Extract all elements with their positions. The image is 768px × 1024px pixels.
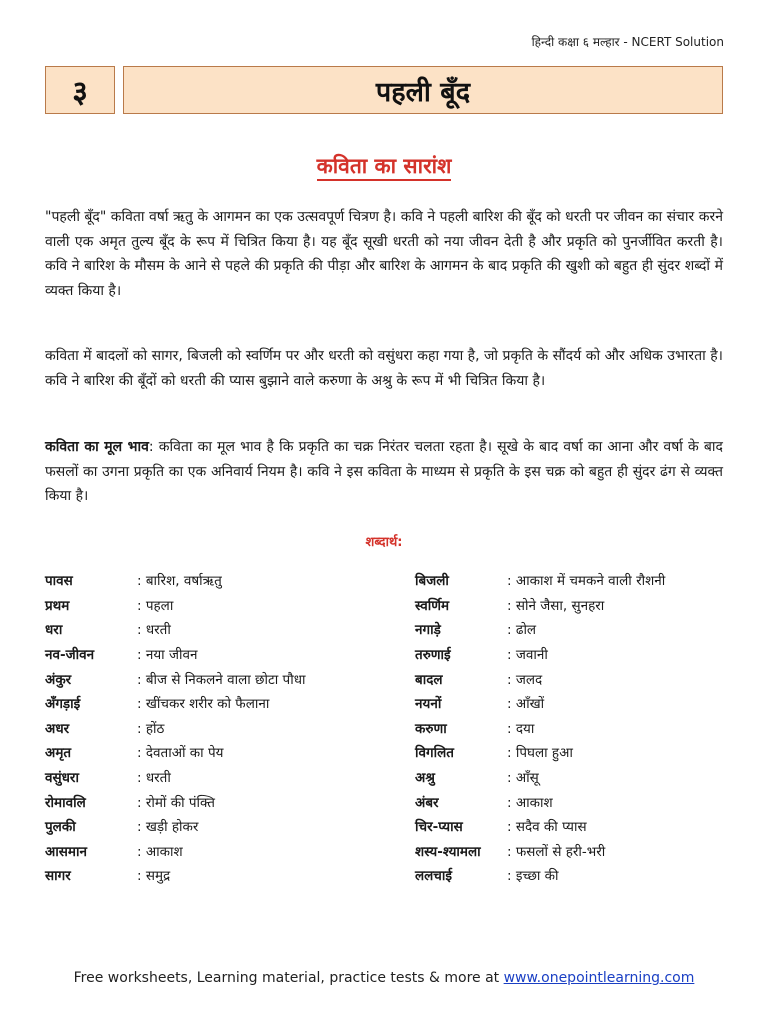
glossary-term: विगलित (415, 745, 454, 762)
glossary-meaning: : ढोल (507, 622, 537, 639)
glossary-row (45, 789, 385, 814)
glossary-meaning: : आकाश (507, 794, 553, 811)
glossary-meaning: : खड़ी होकर (137, 819, 199, 836)
glossary-meaning: : धरती (137, 622, 171, 639)
glossary-meaning: : फसलों से हरी-भरी (507, 843, 606, 860)
glossary-term: अँगड़ाई (45, 696, 81, 713)
glossary-term: बिजली (415, 573, 449, 590)
glossary-term: अंकुर (45, 671, 72, 688)
glossary-meaning: : पिघला हुआ (507, 745, 573, 762)
glossary-row (415, 716, 735, 741)
glossary-term: आसमान (45, 843, 87, 860)
glossary-meaning: : नया जीवन (137, 647, 198, 664)
glossary-meaning: : होंठ (137, 720, 165, 737)
glossary-term: धरा (45, 622, 63, 639)
glossary-term: चिर-प्यास (415, 819, 463, 836)
glossary-term: नयनों (415, 696, 442, 713)
glossary-row (415, 568, 735, 593)
glossary-row (45, 666, 385, 691)
glossary-term: नव-जीवन (45, 647, 95, 664)
glossary-meaning: : समुद्र (137, 868, 171, 885)
glossary-meaning: : सदैव की प्यास (507, 819, 587, 836)
glossary-term: नगाड़े (415, 622, 441, 639)
glossary-meaning: : आँसू (507, 770, 539, 787)
glossary-row (45, 593, 385, 618)
glossary-row (415, 814, 735, 839)
glossary-term: शस्य-श्यामला (415, 843, 481, 860)
header-note: हिन्दी कक्षा ६ मल्हार - NCERT Solution (531, 35, 724, 49)
glossary-term: वसुंधरा (45, 770, 79, 787)
glossary-row (45, 839, 385, 864)
glossary-term: रोमावलि (45, 794, 86, 811)
glossary-row (45, 617, 385, 642)
glossary-term: पुलकी (45, 819, 76, 836)
glossary-row (45, 716, 385, 741)
glossary-term: अंबर (415, 794, 439, 811)
glossary-term: अमृत (45, 745, 72, 762)
glossary-term: पावस (45, 573, 73, 590)
glossary-term: करुणा (415, 720, 447, 737)
glossary-row (45, 814, 385, 839)
glossary-term: अधर (45, 720, 70, 737)
glossary-meaning: : खींचकर शरीर को फैलाना (137, 696, 270, 713)
glossary-left-column (45, 568, 385, 888)
glossary-right-column (415, 568, 735, 888)
section-title (0, 152, 768, 180)
section-title-text: कविता का सारांश (317, 154, 452, 181)
footer (0, 970, 768, 986)
summary-paragraph-2: कविता में बादलों को सागर, बिजली को स्वर्णिम पर और धरती को वसुंधरा कहा गया है, जो प्रकृति के सौंदर्य को और अधिक उभारता है। कवि ने बारिश की बूँदों को धरती की प्यास बुझाने वाले करुणा के अश्रु के रूप में भी चित्रित किया है। (45, 348, 723, 389)
summary-paragraph-3 (45, 435, 723, 509)
glossary-row (415, 666, 735, 691)
glossary-term: अश्रु (415, 770, 435, 787)
glossary-row (415, 642, 735, 667)
glossary-row (415, 740, 735, 765)
summary-paragraph-1: "पहली बूँद" कविता वर्षा ऋतु के आगमन का एक उत्सवपूर्ण चित्रण है। कवि ने पहली बारिश की बूँद को धरती पर जीवन का संचार करने वाली एक अमृत तुल्य बूँद के रूप में चित्रित किया है। यह बूँद सूखी धरती को नया जीवन देती है और प्रकृति को पुनर्जीवित करती है। कवि ने बारिश के मौसम के आने से पहले की प्रकृति की पीड़ा और बारिश के आगमन के बाद प्रकृति की खुशी को बहुत ही सुंदर शब्दों में व्यक्त किया है। (45, 209, 723, 299)
glossary-meaning: : इच्छा की (507, 868, 559, 885)
core-idea-label: कविता का मूल भाव (45, 439, 149, 455)
glossary-row (415, 593, 735, 618)
chapter-number: ३ (45, 66, 115, 114)
glossary-meaning: : रोमों की पंक्ति (137, 794, 215, 811)
glossary-row (45, 765, 385, 790)
glossary-row (45, 642, 385, 667)
glossary-meaning: : दया (507, 720, 535, 737)
glossary-meaning: : जलद (507, 671, 543, 688)
core-idea-text: : कविता का मूल भाव है कि प्रकृति का चक्र निरंतर चलता रहता है। सूखे के बाद वर्षा का आना और वर्षा के बाद फसलों का उगना प्रकृति का एक अनिवार्य नियम है। कवि ने इस कविता के माध्यम से प्रकृति के इस चक्र को बहुत ही सुंदर ढंग से व्यक्त किया है। (45, 439, 723, 504)
glossary-row (45, 568, 385, 593)
glossary-row (415, 839, 735, 864)
glossary-meaning: : आँखों (507, 696, 545, 713)
glossary-term: सागर (45, 868, 71, 885)
glossary-row (45, 740, 385, 765)
glossary-title: शब्दार्थ: (365, 535, 403, 550)
glossary-row (415, 789, 735, 814)
glossary-row (45, 691, 385, 716)
glossary-row (45, 863, 385, 888)
glossary-meaning: : बीज से निकलने वाला छोटा पौधा (137, 671, 306, 688)
glossary-term: ललचाई (415, 868, 453, 885)
footer-link[interactable]: www.onepointlearning.com (503, 970, 695, 986)
glossary-meaning: : धरती (137, 770, 171, 787)
glossary-term: बादल (415, 671, 443, 688)
chapter-title: पहली बूँद (123, 66, 723, 114)
chapter-banner (45, 66, 723, 114)
glossary-row (415, 617, 735, 642)
glossary-meaning: : देवताओं का पेय (137, 745, 224, 762)
footer-text: Free worksheets, Learning material, practice tests & more at (73, 970, 504, 986)
glossary-meaning: : सोने जैसा, सुनहरा (507, 597, 605, 614)
glossary-meaning: : बारिश, वर्षाऋतु (137, 573, 222, 590)
glossary-meaning: : आकाश में चमकने वाली रौशनी (507, 573, 666, 590)
glossary-meaning: : पहला (137, 597, 174, 614)
glossary-row (415, 765, 735, 790)
glossary-row (415, 691, 735, 716)
glossary-meaning: : जवानी (507, 647, 548, 664)
glossary-term: स्वर्णिम (415, 597, 450, 614)
glossary-term: प्रथम (45, 597, 70, 614)
glossary-meaning: : आकाश (137, 843, 183, 860)
glossary-row (415, 863, 735, 888)
glossary-term: तरुणाई (415, 647, 451, 664)
